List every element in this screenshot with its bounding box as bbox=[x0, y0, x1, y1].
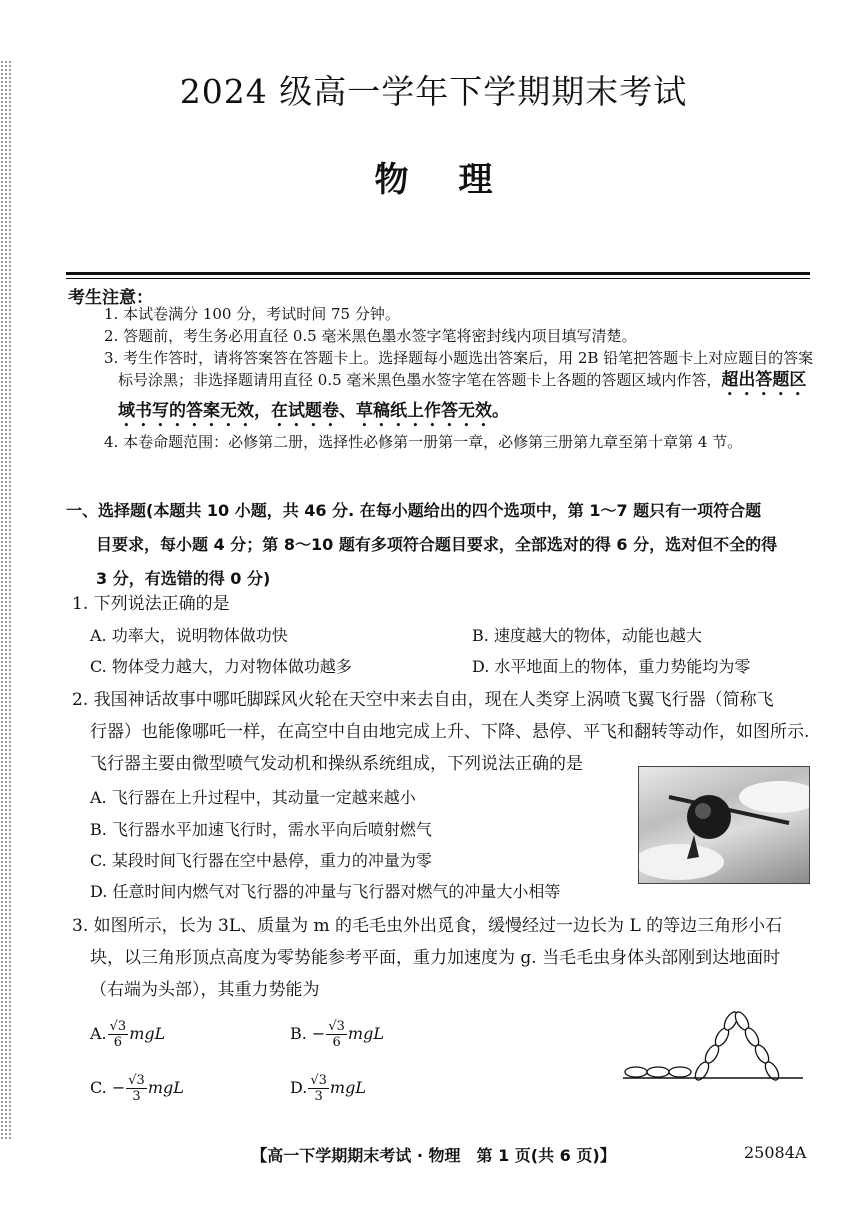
q3-line-3: （右端为头部），其重力势能为 bbox=[90, 980, 320, 1000]
q3-option-c: C. − $\frac{√3}{3}$ mgL bbox=[90, 1073, 184, 1104]
q2-option-b: B. 飞行器水平加速飞行时，需水平向后喷射燃气 bbox=[90, 820, 432, 839]
q3-c-numerator: √3 bbox=[128, 1073, 145, 1088]
q3-stem bbox=[72, 910, 817, 1006]
q1-stem: 1. 下列说法正确的是 bbox=[72, 594, 230, 614]
q1-option-b: B. 速度越大的物体，动能也越大 bbox=[472, 626, 702, 645]
q3-d-denominator: 3 bbox=[314, 1089, 323, 1104]
notice-heading: 考生注意： bbox=[68, 288, 153, 308]
q1-option-a: A. 功率大，说明物体做功快 bbox=[90, 626, 288, 645]
notice-item-2: 2. 答题前，考生务必用直径 0.5 毫米黑色墨水签字笔将密封线内项目填写清楚。 bbox=[104, 327, 637, 345]
subject-title: 物理 bbox=[374, 160, 543, 200]
notice-item-3 bbox=[104, 347, 816, 431]
header-rule-thin bbox=[66, 278, 810, 279]
notice-item-1: 1. 本试卷满分 100 分，考试时间 75 分钟。 bbox=[104, 305, 400, 323]
page-footer: 【高一下学期期末考试 · 物理 第 1 页(共 6 页)】 bbox=[251, 1146, 616, 1165]
q3-d-expr: mgL bbox=[329, 1078, 366, 1097]
exam-code: 25084A bbox=[744, 1143, 807, 1162]
jet-flyer-image bbox=[639, 767, 809, 883]
q3-c-denominator: 3 bbox=[132, 1089, 141, 1104]
q3-a-denominator: 6 bbox=[113, 1035, 123, 1050]
q3-line-2: 块，以三角形顶点高度为零势能参考平面，重力加速度为 g. 当毛毛虫身体头部刚到达地面时 bbox=[90, 948, 781, 968]
q1-option-c: C. 物体受力越大，力对物体做功越多 bbox=[90, 657, 352, 676]
binding-margin bbox=[0, 60, 12, 1140]
section-1-instructions bbox=[66, 494, 818, 596]
q3-option-a: A. $\frac{√3}{6}$ mgL bbox=[90, 1019, 166, 1050]
q3-a-expr: mgL bbox=[129, 1024, 166, 1043]
section-1-line-3: 3 分，有选错的得 0 分) bbox=[96, 569, 271, 588]
q2-line-3: 飞行器主要由微型喷气发动机和操纵系统组成，下列说法正确的是 bbox=[90, 754, 583, 774]
q2-option-a: A. 飞行器在上升过程中，其动量一定越来越小 bbox=[90, 788, 416, 807]
q2-line-2: 行器）也能像哪吒一样，在高空中自由地完成上升、下降、悬停、平飞和翻转等动作，如图所示. bbox=[90, 722, 810, 742]
header-rule-thick bbox=[66, 272, 810, 275]
notice-item-3-emphasis: 超出答题区域书写的答案无效，在试题卷、草稿纸上作答无效。 bbox=[118, 370, 807, 421]
q2-option-c: C. 某段时间飞行器在空中悬停，重力的冲量为零 bbox=[90, 851, 432, 870]
notice-item-3-text: 3. 考生作答时，请将答案答在答题卡上。选择题每小题选出答案后，用 2B 铅笔把答题卡上对应题目的答案标号涂黑；非选择题请用直径 0.5 毫米黑色墨水签字笔在答题卡上各题的答题区域内作答， bbox=[104, 349, 814, 389]
section-1-line-1: 一、选择题(本题共 10 小题，共 46 分. 在每小题给出的四个选项中，第 1～7 题只有一项符合题 bbox=[66, 501, 762, 520]
q3-c-expr: mgL bbox=[147, 1078, 184, 1097]
q3-b-denominator: 6 bbox=[332, 1035, 341, 1050]
notice-list bbox=[104, 303, 816, 453]
section-1-line-2: 目要求，每小题 4 分；第 8～10 题有多项符合题目要求，全部选对的得 6 分，选对但不全的得 bbox=[96, 535, 778, 554]
q3-option-d: D. $\frac{√3}{3}$ mgL bbox=[290, 1073, 366, 1104]
q1-option-d: D. 水平地面上的物体，重力势能均为零 bbox=[472, 657, 751, 676]
q3-b-expr: mgL bbox=[347, 1024, 384, 1043]
q3-a-numerator: √3 bbox=[109, 1019, 127, 1034]
q2-line-1: 2. 我国神话故事中哪吒脚踩风火轮在天空中来去自由，现在人类穿上涡喷飞翼飞行器（简称飞 bbox=[72, 690, 774, 710]
exam-title: 2024 级高一学年下学期期末考试 bbox=[179, 72, 688, 111]
q2-option-d: D. 任意时间内燃气对飞行器的冲量与飞行器对燃气的冲量大小相等 bbox=[90, 882, 561, 901]
notice-item-4: 4. 本卷命题范围：必修第二册，选择性必修第一册第一章，必修第三册第九章至第十章第 4 节。 bbox=[104, 433, 743, 451]
q3-caterpillar-figure bbox=[618, 1008, 808, 1084]
q3-option-b: B. − $\frac{√3}{6}$ mgL bbox=[290, 1019, 384, 1050]
q2-flyer-photo bbox=[638, 766, 810, 884]
q3-b-numerator: √3 bbox=[328, 1019, 345, 1034]
q3-line-1: 3. 如图所示，长为 3L、质量为 m 的毛毛虫外出觅食，缓慢经过一边长为 L 的等边三角形小石 bbox=[72, 916, 783, 936]
q3-d-numerator: √3 bbox=[310, 1073, 327, 1088]
